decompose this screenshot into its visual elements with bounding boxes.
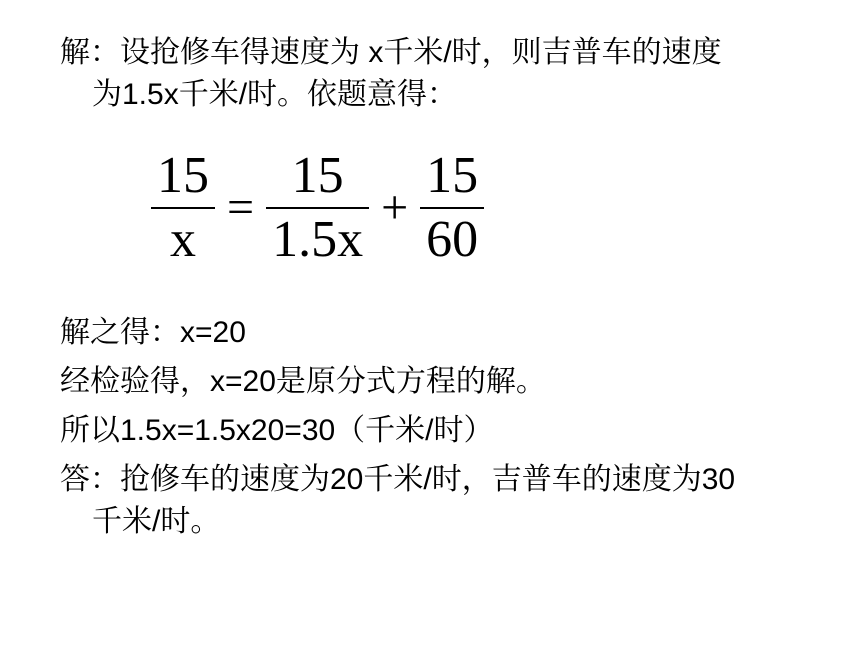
rhs1-denominator: 1.5x — [272, 211, 364, 268]
equals-sign: = — [227, 181, 255, 234]
rhs-fraction-2 — [420, 145, 484, 271]
answer-line-2: 千米/时。 — [92, 505, 221, 538]
plus-sign: + — [381, 181, 409, 234]
answer-paragraph — [60, 459, 820, 543]
solution-setup-paragraph — [60, 32, 820, 116]
compute-line: 所以1.5x=1.5x20=30（千米/时） — [60, 414, 494, 447]
check-line: 经检验得，x=20是原分式方程的解。 — [60, 365, 546, 398]
solve-line: 解之得：x=20 — [60, 316, 246, 349]
lhs-denominator: x — [170, 211, 196, 268]
rhs1-numerator: 15 — [291, 147, 344, 204]
lhs-numerator: 15 — [157, 147, 209, 204]
lhs-fraction — [151, 145, 215, 271]
rhs-fraction-1 — [266, 145, 369, 271]
fraction-equation — [145, 138, 490, 278]
rhs2-numerator: 15 — [426, 147, 479, 204]
setup-line-1: 解：设抢修车得速度为 x千米/时，则吉普车的速度 — [60, 36, 722, 69]
rhs2-denominator: 60 — [426, 211, 479, 268]
answer-line-1: 答：抢修车的速度为20千米/时，吉普车的速度为30 — [60, 463, 736, 496]
setup-line-2: 为1.5x千米/时。依题意得： — [92, 78, 458, 111]
